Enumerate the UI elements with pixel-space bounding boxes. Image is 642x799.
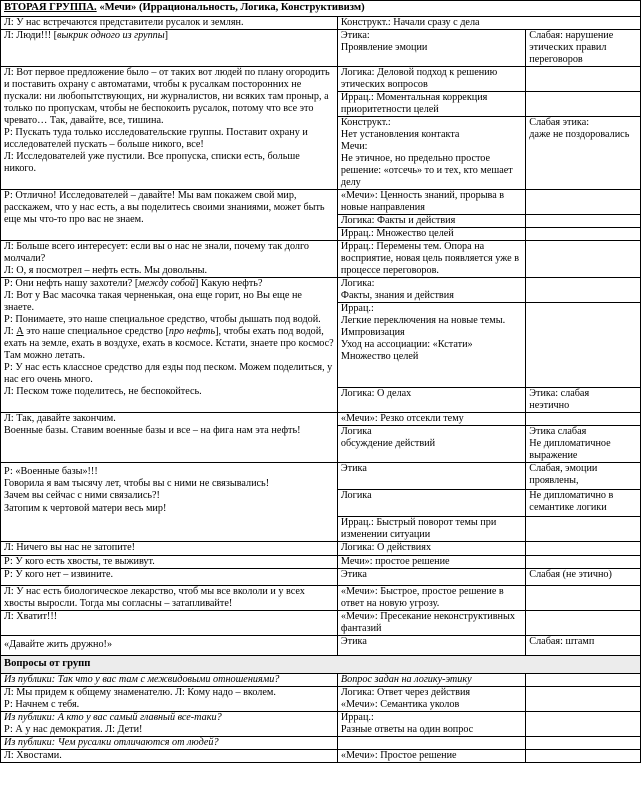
analysis-cell: Мечи»: простое решение: [337, 555, 525, 568]
assessment-cell: [526, 66, 641, 91]
assessment-cell: Слабая: штамп: [526, 635, 641, 655]
dialogue-cell: Л: Мы придем к общему знаменателю. Л: Кому надо – вколем. Р: Начнем с тебя.: [1, 687, 338, 712]
question-cell: Из публики: Чем русалки отличаются от людей?: [1, 737, 338, 750]
assessment-cell: [526, 750, 641, 763]
dialogue-cell: Из публики: А кто у вас самый главный все-таки? Р: А у нас демократия. Л: Дети!: [1, 712, 338, 737]
table-row: [1, 568, 641, 585]
analysis-cell: Иррац.: Легкие переключения на новые темы. Импровизация Уход на ассоциации: «Кстати» Множество целей: [337, 303, 525, 388]
assessment-cell: [526, 542, 641, 555]
analysis-cell: Логика: О действиях: [337, 542, 525, 555]
page-title: ВТОРАЯ ГРУППА. «Мечи» (Иррациональность, Логика, Конструктивизм): [1, 1, 641, 17]
dialogue-cell: «Давайте жить дружно!»: [1, 635, 338, 655]
table-row: [1, 189, 641, 214]
analysis-cell: Иррац.: Моментальная коррекция приоритетности целей: [337, 91, 525, 116]
table-row: [1, 610, 641, 635]
assessment-cell: [526, 228, 641, 241]
table-header-row: [1, 1, 641, 17]
table-row: [1, 687, 641, 712]
assessment-cell: [526, 241, 641, 278]
assessment-cell: Слабая: нарушение этических правил переговоров: [526, 29, 641, 66]
table-row: [1, 241, 641, 278]
assessment-cell: [526, 674, 641, 687]
table-row: [1, 463, 641, 490]
assessment-cell: [526, 413, 641, 426]
dialogue-cell: Л: Хвостами.: [1, 750, 338, 763]
table-row: [1, 585, 641, 610]
table-row: [1, 29, 641, 66]
assessment-cell: [526, 555, 641, 568]
question-cell: Из публики: Так что у вас там с межвидовыми отношениями?: [1, 674, 338, 687]
dialogue-cell: Р: У кого нет – извините.: [1, 568, 338, 585]
analysis-cell: Этика: [337, 568, 525, 585]
analysis-cell: Этика: [337, 463, 525, 490]
analysis-cell: Иррац.: Перемены тем. Опора на восприятие, новая цель появляется уже в процессе переговоров.: [337, 241, 525, 278]
dialogue-cell: Л: Так, давайте закончим. Военные базы. Ставим военные базы и все – на фига нам эта нефть!: [1, 413, 338, 463]
assessment-cell: Этика слабая Не дипломатичное выражение: [526, 426, 641, 463]
analysis-cell: Конструкт.: Нет установления контакта Мечи: Не этичное, но предельно простое решение: «отсечь» то и тех, кто мешает делу: [337, 116, 525, 189]
table-row: [1, 16, 641, 29]
analysis-cell: «Мечи»: Пресекание неконструктивных фантазий: [337, 610, 525, 635]
analysis-cell: «Мечи»: Резко отсекли тему: [337, 413, 525, 426]
section-header-row: [1, 655, 641, 674]
assessment-cell: [526, 737, 641, 750]
section-title: Вопросы от групп: [1, 655, 641, 674]
table-row: [1, 413, 641, 426]
analysis-cell: [337, 737, 525, 750]
assessment-cell: Не дипломатично в семантике логики: [526, 490, 641, 517]
table-row: [1, 712, 641, 737]
assessment-cell: [526, 91, 641, 116]
analysis-cell: Логика: Деловой подход к решению этических вопросов: [337, 66, 525, 91]
assessment-cell: Слабая (не этично): [526, 568, 641, 585]
dialogue-cell: Р: Они нефть нашу захотели? [между собой] Какую нефть? Л: Вот у Вас масочка такая черненькая, она еще горит, но Вы еще не знаете. Р: Понимаете, это наше специальное средство, чтобы дышать под водой. Л: А это наше специальное средство [про нефть], чтобы ехать под водой, ехать на земле, ехать в воздухе, ехать в космосе. Кстати, знаете про космос? Там можно летать. Р: У нас есть классное средство для езды под песком. Можем поделиться, у нас его очень много. Л: Песком тоже поделитесь, не беспокойтесь.: [1, 278, 338, 413]
assessment-cell: [526, 517, 641, 542]
analysis-cell: «Мечи»: Быстрое, простое решение в ответ на новую угрозу.: [337, 585, 525, 610]
analysis-cell: Иррац.: Множество целей: [337, 228, 525, 241]
assessment-cell: [526, 303, 641, 388]
assessment-cell: [526, 712, 641, 737]
analysis-cell: «Мечи»: Простое решение: [337, 750, 525, 763]
table-row: [1, 278, 641, 303]
analysis-cell: Логика: О делах: [337, 388, 525, 413]
dialogue-cell: Л: Люди!!! [выкрик одного из группы]: [1, 29, 338, 66]
analysis-cell: Этика: Проявление эмоции: [337, 29, 525, 66]
table-row: [1, 737, 641, 750]
analysis-cell: Иррац.: Разные ответы на один вопрос: [337, 712, 525, 737]
analysis-cell: «Мечи»: Ценность знаний, прорыва в новые направления: [337, 189, 525, 214]
assessment-cell: Слабая, эмоции проявлены,: [526, 463, 641, 490]
assessment-cell: [526, 610, 641, 635]
dialogue-cell: Л: У нас есть биологическое лекарство, чтоб мы все вкололи и у всех хвосты выросли. Тогда мы согласны – затапливайте!: [1, 585, 338, 610]
dialogue-cell: Р: «Военные базы»!!! Говорила я вам тысячу лет, чтобы вы с ними не связывались! Зачем вы сейчас с ними связались?! Затопим к чертовой матери весь мир!: [1, 463, 338, 542]
analysis-cell: Логика: Факты, знания и действия: [337, 278, 525, 303]
analysis-cell: Логика обсуждение действий: [337, 426, 525, 463]
dialogue-cell: Л: Вот первое предложение было – от таких вот людей по плану огородить и поставить охрану с автоматами, чтобы к русалкам посторонних не пускали: ни любопытствующих, ни журналистов, ни всяких там проныр, а только по пропускам, чтобы не беспокоить русалок, потому что все это чревато… Так, давайте, все, тишина. Р: Пускать туда только исследовательские группы. Поставит охрану и исследователей пускать – больше никого, все! Л: Исследователей уже пустили. Все пропуска, списки есть, больше никого.: [1, 66, 338, 189]
assessment-cell: Слабая этика: даже не поздоровались: [526, 116, 641, 189]
dialogue-cell: Л: Хватит!!!: [1, 610, 338, 635]
assessment-cell: [526, 585, 641, 610]
table-row: [1, 674, 641, 687]
analysis-cell: Логика: Ответ через действия «Мечи»: Семантика уколов: [337, 687, 525, 712]
dialogue-cell: Л: У нас встречаются представители русалок и землян.: [1, 16, 338, 29]
dialogue-cell: Р: Отлично! Исследователей – давайте! Мы вам покажем свой мир, расскажем, что у нас есть, а вы поделитесь своими знаниями, может быть еще мы что-то про вас не знаем.: [1, 189, 338, 240]
table-row: [1, 635, 641, 655]
dialogue-cell: Л: Ничего вы нас не затопите!: [1, 542, 338, 555]
table-row: [1, 66, 641, 91]
assessment-cell: [526, 215, 641, 228]
assessment-cell: [526, 687, 641, 712]
dialogue-cell: Л: Больше всего интересует: если вы о нас не знали, почему так долго молчали? Л: О, я посмотрел – нефть есть. Мы довольны.: [1, 241, 338, 278]
analysis-cell: Иррац.: Быстрый поворот темы при изменении ситуации: [337, 517, 525, 542]
analysis-cell: Конструкт.: Начали сразу с дела: [337, 16, 640, 29]
analysis-cell: Логика: [337, 490, 525, 517]
table-row: [1, 555, 641, 568]
assessment-cell: [526, 278, 641, 303]
dialogue-cell: Р: У кого есть хвосты, те выживут.: [1, 555, 338, 568]
table-row: [1, 542, 641, 555]
table-row: [1, 750, 641, 763]
analysis-cell: Логика: Факты и действия: [337, 215, 525, 228]
assessment-cell: Этика: слабая неэтично: [526, 388, 641, 413]
analysis-cell: Вопрос задан на логику-этику: [337, 674, 525, 687]
assessment-cell: [526, 189, 641, 214]
analysis-cell: Этика: [337, 635, 525, 655]
